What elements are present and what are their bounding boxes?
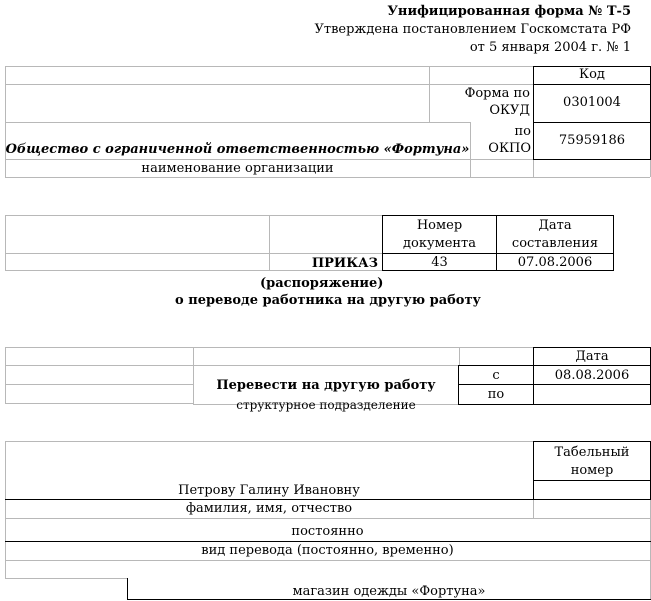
form-title: Унифицированная форма № Т-5	[387, 4, 631, 19]
transfer-date-header: Дата	[575, 349, 609, 364]
doc-date-header-line1: Дата	[538, 218, 572, 233]
department-name: магазин одежды «Фортуна»	[292, 584, 486, 599]
approval-date: от 5 января 2004 г. № 1	[469, 40, 631, 55]
tab-number-header-line1: Табельный	[554, 445, 630, 460]
transfer-to-label: по	[487, 387, 505, 402]
okpo-code-value: 75959186	[558, 133, 626, 148]
employee-name-caption: фамилия, имя, отчество	[185, 501, 353, 516]
order-subject: о переводе работника на другую работу	[175, 293, 481, 308]
employee-name: Петрову Галину Ивановну	[178, 483, 360, 498]
code-header: Код	[579, 67, 605, 82]
tab-number-header-line2: номер	[570, 463, 614, 478]
okud-label-line2: ОКУД	[489, 103, 530, 118]
transfer-type: постоянно	[291, 524, 364, 539]
transfer-from-date: 08.08.2006	[554, 368, 630, 383]
order-subtitle: (распоряжение)	[260, 276, 384, 291]
doc-number-header-line2: документа	[402, 236, 477, 251]
okpo-label-line2: ОКПО	[488, 141, 531, 156]
doc-number-header-line1: Номер	[416, 218, 463, 233]
okud-label-line1: Форма по	[464, 86, 530, 101]
organization-caption: наименование организации	[141, 161, 334, 176]
transfer-clipped-text: структурное подразделение	[236, 398, 416, 412]
okpo-label-line1: по	[514, 124, 531, 139]
okud-code-value: 0301004	[563, 95, 621, 110]
organization-name: Общество с ограниченной ответственностью «Фортуна»	[5, 142, 470, 157]
transfer-heading: Перевести на другую работу	[216, 378, 436, 393]
approval-text: Утверждена постановлением Госкомстата РФ	[314, 22, 631, 37]
order-date: 07.08.2006	[517, 255, 593, 270]
doc-date-header-line2: составления	[511, 236, 599, 251]
order-number: 43	[431, 255, 448, 270]
transfer-type-caption: вид перевода (постоянно, временно)	[201, 543, 454, 558]
order-title: ПРИКАЗ	[311, 256, 378, 271]
transfer-from-label: с	[492, 368, 500, 383]
